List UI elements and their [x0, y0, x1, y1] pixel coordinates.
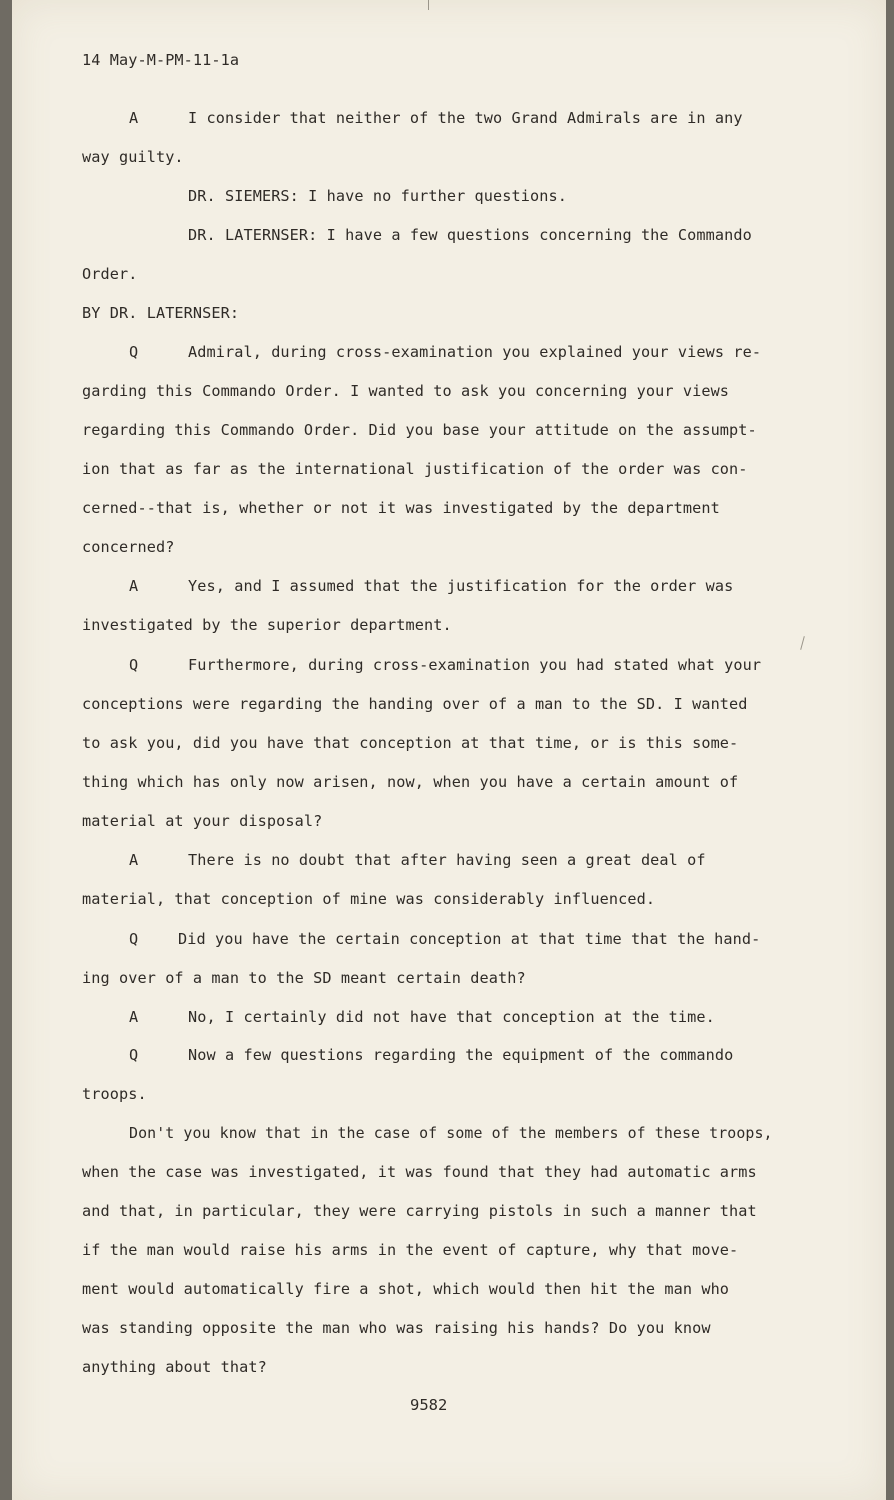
- text-line: No, I certainly did not have that conception at the time.: [188, 1008, 715, 1026]
- text-line: concerned?: [82, 538, 175, 556]
- text-line: anything about that?: [82, 1358, 267, 1376]
- text-line: was standing opposite the man who was raising his hands? Do you know: [82, 1319, 711, 1337]
- text-line: Furthermore, during cross-examination you had stated what your: [188, 656, 762, 674]
- text-line: material, that conception of mine was considerably influenced.: [82, 890, 656, 908]
- section-heading: BY DR. LATERNSER:: [82, 304, 240, 322]
- page-number: 9582: [410, 1396, 448, 1414]
- speaker-label: A: [129, 577, 139, 595]
- pencil-mark: [800, 636, 805, 650]
- text-line: troops.: [82, 1085, 147, 1103]
- text-line: Order.: [82, 265, 138, 283]
- speaker-label: Q: [129, 1046, 139, 1064]
- page-header: 14 May-M-PM-11-1a: [82, 51, 240, 69]
- text-line: regarding this Commando Order. Did you base your attitude on the assumpt-: [82, 421, 757, 439]
- text-line: investigated by the superior department.: [82, 616, 452, 634]
- speaker-label: Q: [129, 343, 139, 361]
- text-line: conceptions were regarding the handing over of a man to the SD. I wanted: [82, 695, 748, 713]
- text-line: There is no doubt that after having seen a great deal of: [188, 851, 706, 869]
- text-line: cerned--that is, whether or not it was investigated by the department: [82, 499, 720, 517]
- text-line: when the case was investigated, it was found that they had automatic arms: [82, 1163, 757, 1181]
- text-line: ion that as far as the international justification of the order was con-: [82, 460, 748, 478]
- text-line: I consider that neither of the two Grand Admirals are in any: [188, 109, 743, 127]
- text-line: Did you have the certain conception at that time that the hand-: [178, 930, 761, 948]
- speaker-label: Q: [129, 656, 139, 674]
- text-line: garding this Commando Order. I wanted to ask you concerning your views: [82, 382, 730, 400]
- paper-mark: [428, 0, 429, 10]
- text-line: Yes, and I assumed that the justification for the order was: [188, 577, 734, 595]
- speaker-label: A: [129, 109, 139, 127]
- text-line: and that, in particular, they were carrying pistols in such a manner that: [82, 1202, 757, 1220]
- text-line: way guilty.: [82, 148, 184, 166]
- text-line: ing over of a man to the SD meant certain death?: [82, 969, 526, 987]
- text-line: Admiral, during cross-examination you explained your views re-: [188, 343, 762, 361]
- speaker-label: A: [129, 1008, 139, 1026]
- text-line: ment would automatically fire a shot, which would then hit the man who: [82, 1280, 730, 1298]
- text-line: Now a few questions regarding the equipment of the commando: [188, 1046, 734, 1064]
- text-line: DR. SIEMERS: I have no further questions.: [188, 187, 567, 205]
- text-line: Don't you know that in the case of some of the members of these troops,: [129, 1124, 773, 1142]
- text-line: DR. LATERNSER: I have a few questions concerning the Commando: [188, 226, 752, 244]
- text-line: material at your disposal?: [82, 812, 323, 830]
- text-line: to ask you, did you have that conception at that time, or is this some-: [82, 734, 739, 752]
- speaker-label: Q: [129, 930, 139, 948]
- document-page: [12, 0, 886, 1500]
- speaker-label: A: [129, 851, 139, 869]
- text-line: thing which has only now arisen, now, when you have a certain amount of: [82, 773, 739, 791]
- text-line: if the man would raise his arms in the event of capture, why that move-: [82, 1241, 739, 1259]
